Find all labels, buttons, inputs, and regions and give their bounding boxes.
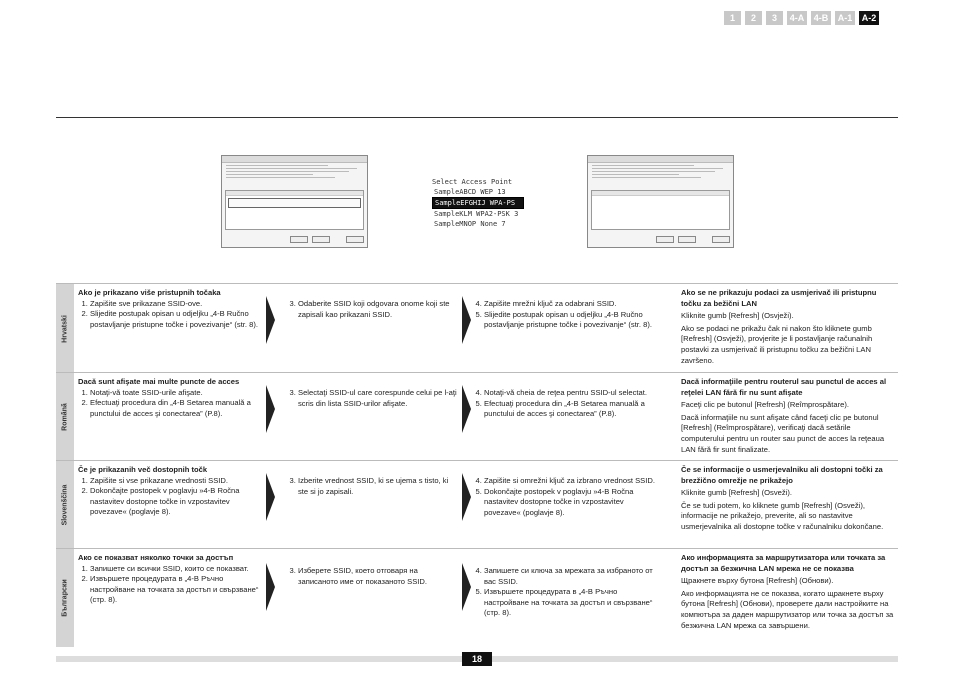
select-access-point-header: Select Access Point <box>432 178 513 186</box>
note-text: Če se tudi potem, ko kliknete gumb [Refresh] (Osveži), informacije ne prikažejo, preverite, ali so nastavitve usmerjevalnika ali dostopne točke v računalniku dokončane. <box>681 500 884 531</box>
section-hrvatski <box>56 283 898 373</box>
no-info-displayed-note <box>681 553 895 633</box>
section-slovenscina <box>56 460 898 549</box>
no-info-displayed-note <box>681 377 895 457</box>
screenshot-empty-list <box>587 155 734 248</box>
language-tab: Română <box>56 373 74 461</box>
select-ssid-step <box>286 299 458 320</box>
arrow-icon <box>266 473 275 521</box>
note-text: Щракнете върху бутона [Refresh] (Обнови). <box>681 576 834 586</box>
step-item: 1. Zapišite si vse prikazane vrednosti SSID. <box>90 476 260 487</box>
note-text: Ako se podaci ne prikažu čak ni nakon što kliknete gumb [Refresh] (Osvježi), provjerite je li postavljanje računalnih postavki za usmjerivač ili pristupnu točku za bežični LAN završeno. <box>681 323 873 365</box>
step-item: 2. Efectuaţi procedura din „4-B Setarea manuală a punctului de acces şi conectarea” (P.8). <box>90 398 260 419</box>
step-item: 5. Efectuaţi procedura din „4-B Setarea manuală a punctului de acces şi conectarea” (P.8). <box>484 399 658 420</box>
tab-a2[interactable]: A-2 <box>859 11 879 25</box>
arrow-icon <box>462 296 471 344</box>
step-item: 2. Slijedite postupak opisan u odjeljku „4-B Ručno postavljanje pristupne točke i povezivanje“ (str. 8). <box>90 309 260 330</box>
section-heading: Če je prikazanih več dostopnih točk <box>78 465 208 474</box>
section-heading: Ако се показват няколко точки за достъп <box>78 553 234 562</box>
step-item: 4. Zapišite mrežni ključ za odabrani SSID. <box>484 299 658 310</box>
tab-3[interactable]: 3 <box>766 11 783 25</box>
note-heading: Ako se ne prikazuju podaci za usmjerivač ili pristupnu točku za bežični LAN <box>681 288 877 308</box>
tab-1[interactable]: 1 <box>724 11 741 25</box>
step-item: 3. Odaberite SSID koji odgovara onome koji ste zapisali kao prikazani SSID. <box>298 299 458 320</box>
note-text: Kliknite gumb [Refresh] (Osveži). <box>681 488 792 498</box>
tab-4a[interactable]: 4-A <box>787 11 807 25</box>
access-point-row[interactable]: SampleKLM WPA2-PSK 3 <box>434 210 519 218</box>
page-number: 18 <box>462 652 492 666</box>
select-ssid-step <box>286 476 458 497</box>
network-key-steps <box>472 476 658 518</box>
language-tab: Hrvatski <box>56 284 74 373</box>
multiple-access-points-steps <box>78 553 260 606</box>
section-heading: Dacă sunt afişate mai multe puncte de acces <box>78 377 240 386</box>
tab-4b[interactable]: 4-B <box>811 11 831 25</box>
step-item: 5. Dokončajte postopek v poglavju »4-B Ročna nastavitev dostopne točke in vzpostavitev povezave« (poglavje 8). <box>484 487 658 519</box>
access-point-row-selected[interactable]: SampleEFGHIJ WPA-PS <box>432 197 524 209</box>
step-item: 1. Zapišite sve prikazane SSID-ove. <box>90 299 260 310</box>
note-heading: Dacă informaţiile pentru routerul sau punctul de acces al reţelei LAN fără fir nu sunt afişate <box>681 377 887 397</box>
step-item: 3. Изберете SSID, което отговаря на записаното име от показаното SSID. <box>298 566 458 587</box>
step-item: 4. Запишете си ключа за мрежата за избраното от вас SSID. <box>484 566 658 587</box>
note-text: Ако информацията не се показва, когато щракнете върху бутона [Refresh] (Обнови), проверете дали настройките на компютъра за даден маршрутизатор или точка за достъп за безжична LAN мрежа са завършени. <box>681 588 894 630</box>
network-key-steps <box>472 566 658 619</box>
network-key-steps <box>472 388 658 420</box>
step-item: 3. Selectaţi SSID-ul care corespunde celui pe l-aţi scris din lista SSID-urilor afişate. <box>298 388 458 409</box>
multiple-access-points-steps <box>78 377 260 419</box>
note-heading: Če se informacije o usmerjevalniku ali dostopni točki za brezžično omrežje ne prikažejo <box>681 465 883 485</box>
section-tabs <box>724 11 879 25</box>
no-info-displayed-note <box>681 465 895 535</box>
note-text: Faceţi clic pe butonul [Refresh] (Reîmprospătare). <box>681 400 849 410</box>
step-item: 2. Dokončajte postopek v poglavju »4-B Ročna nastavitev dostopne točke in vzpostavitev povezave« (poglavje 8). <box>90 486 260 518</box>
language-tab: Български <box>56 549 74 647</box>
step-item: 4. Zapišite si omrežni ključ za izbrano vrednost SSID. <box>484 476 658 487</box>
arrow-icon <box>462 563 471 611</box>
note-text: Dacă informaţiile nu sunt afişate când faceţi clic pe butonul [Refresh] (Reîmprospătare), verificaţi dacă setările computerului pentru un router sau punct de acces la reţeaua LAN fără fir sunt finalizate. <box>681 412 885 454</box>
step-item: 1. Notaţi-vă toate SSID-urile afişate. <box>90 388 260 399</box>
select-access-point-list <box>432 178 524 229</box>
select-ssid-step <box>286 566 458 587</box>
section-balgarski <box>56 548 898 647</box>
step-item: 5. Извършете процедурата в „4-B Ръчно настройване на точката за достъп и свързване“ (стр. 8). <box>484 587 658 619</box>
step-item: 4. Notaţi-vă cheia de reţea pentru SSID-ul selectat. <box>484 388 658 399</box>
arrow-icon <box>462 473 471 521</box>
multiple-access-points-steps <box>78 288 260 330</box>
arrow-icon <box>266 385 275 433</box>
arrow-icon <box>266 563 275 611</box>
note-text: Kliknite gumb [Refresh] (Osvježi). <box>681 311 794 321</box>
network-key-steps <box>472 299 658 331</box>
step-item: 2. Извършете процедурата в „4-B Ръчно настройване на точката за достъп и свързване“ (стр. 8). <box>90 574 260 606</box>
select-ssid-step <box>286 388 458 409</box>
tab-2[interactable]: 2 <box>745 11 762 25</box>
section-romana <box>56 372 898 461</box>
tab-a1[interactable]: A-1 <box>835 11 855 25</box>
note-heading: Ако информацията за маршрутизатора или точката за достъп за безжична LAN мрежа не се показва <box>681 553 886 573</box>
arrow-icon <box>266 296 275 344</box>
screenshot-access-point-list <box>221 155 368 248</box>
no-info-displayed-note <box>681 288 895 368</box>
step-item: 5. Slijedite postupak opisan u odjeljku „4-B Ručno postavljanje pristupne točke i povezivanje“ (str. 8). <box>484 310 658 331</box>
multiple-access-points-steps <box>78 465 260 518</box>
section-heading: Ako je prikazano više pristupnih točaka <box>78 288 221 297</box>
header-rule <box>56 117 898 118</box>
arrow-icon <box>462 385 471 433</box>
step-item: 3. Izberite vrednost SSID, ki se ujema s tisto, ki ste si jo zapisali. <box>298 476 458 497</box>
access-point-row[interactable]: SampleMNOP None 7 <box>434 220 506 228</box>
step-item: 1. Запишете си всички SSID, които се показват. <box>90 564 260 575</box>
access-point-row[interactable]: SampleABCD WEP 13 <box>434 188 506 196</box>
language-tab: Slovenščina <box>56 461 74 549</box>
